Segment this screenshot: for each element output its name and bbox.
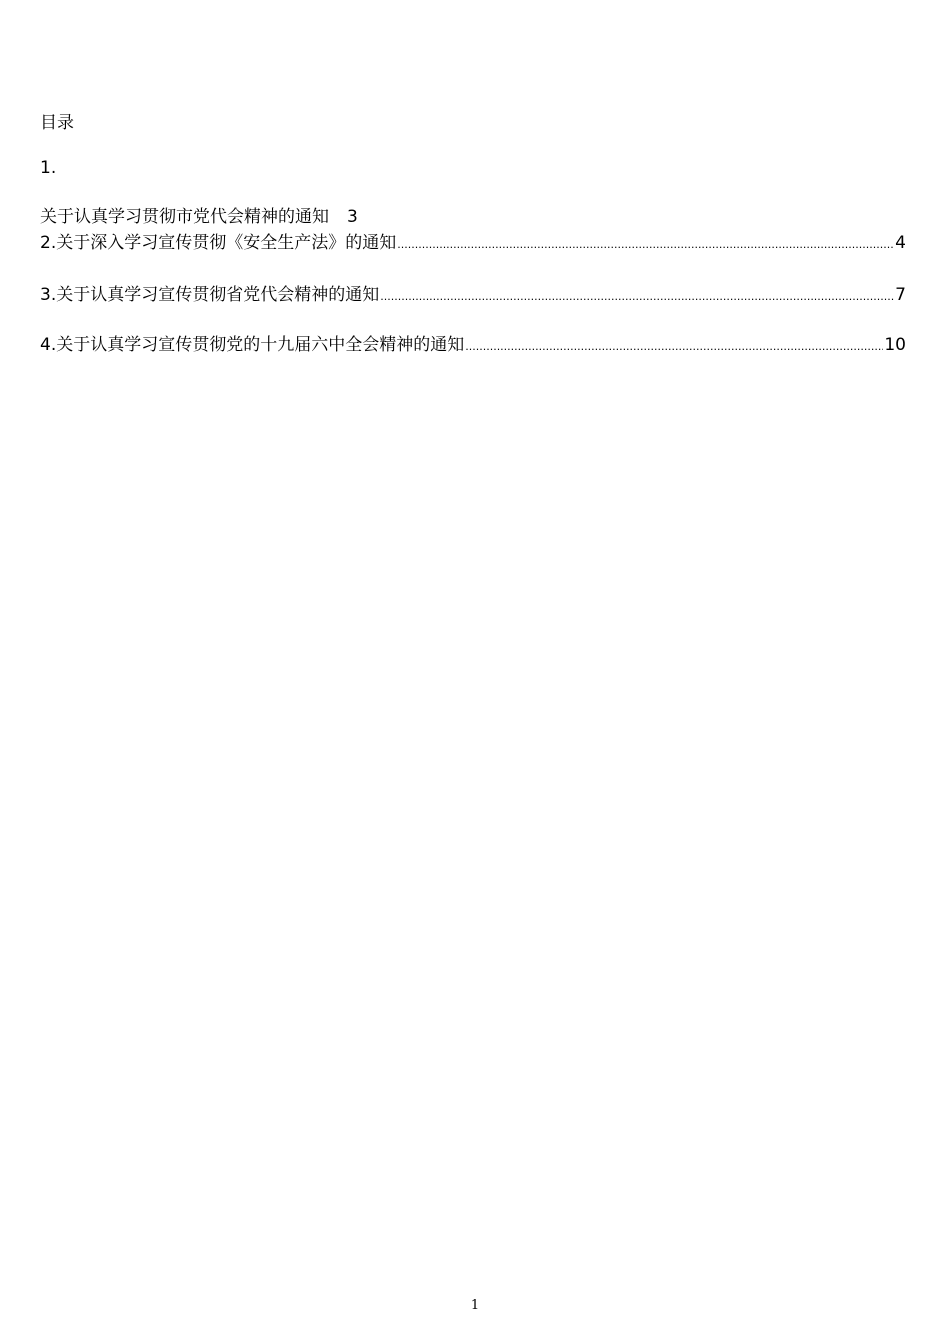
toc-entry-1-number: 1.: [40, 158, 57, 178]
toc-leader-dots: [397, 233, 894, 257]
toc-entry-3[interactable]: [40, 283, 906, 309]
toc-leader-dots: [380, 285, 894, 309]
toc-entry-4[interactable]: [40, 333, 906, 359]
toc-leader-dots: [465, 335, 883, 359]
toc-title: 目录: [40, 113, 74, 133]
toc-entry-2-page-number: 4: [895, 233, 906, 253]
toc-entry-4-text: 4.关于认真学习宣传贯彻党的十九届六中全会精神的通知: [40, 335, 465, 355]
toc-entry-1-page-number: 3: [347, 207, 358, 227]
toc-entry-2[interactable]: [40, 231, 906, 257]
footer-page-number: 1: [470, 1298, 480, 1313]
toc-entry-1-text: 关于认真学习贯彻市党代会精神的通知: [40, 207, 329, 227]
toc-entry-3-page-number: 7: [895, 285, 906, 305]
toc-entry-4-page-number: 10: [884, 335, 906, 355]
toc-entry-2-text: 2.关于深入学习宣传贯彻《安全生产法》的通知: [40, 233, 397, 253]
toc-entry-1[interactable]: [40, 205, 358, 229]
toc-entry-3-text: 3.关于认真学习宣传贯彻省党代会精神的通知: [40, 285, 380, 305]
